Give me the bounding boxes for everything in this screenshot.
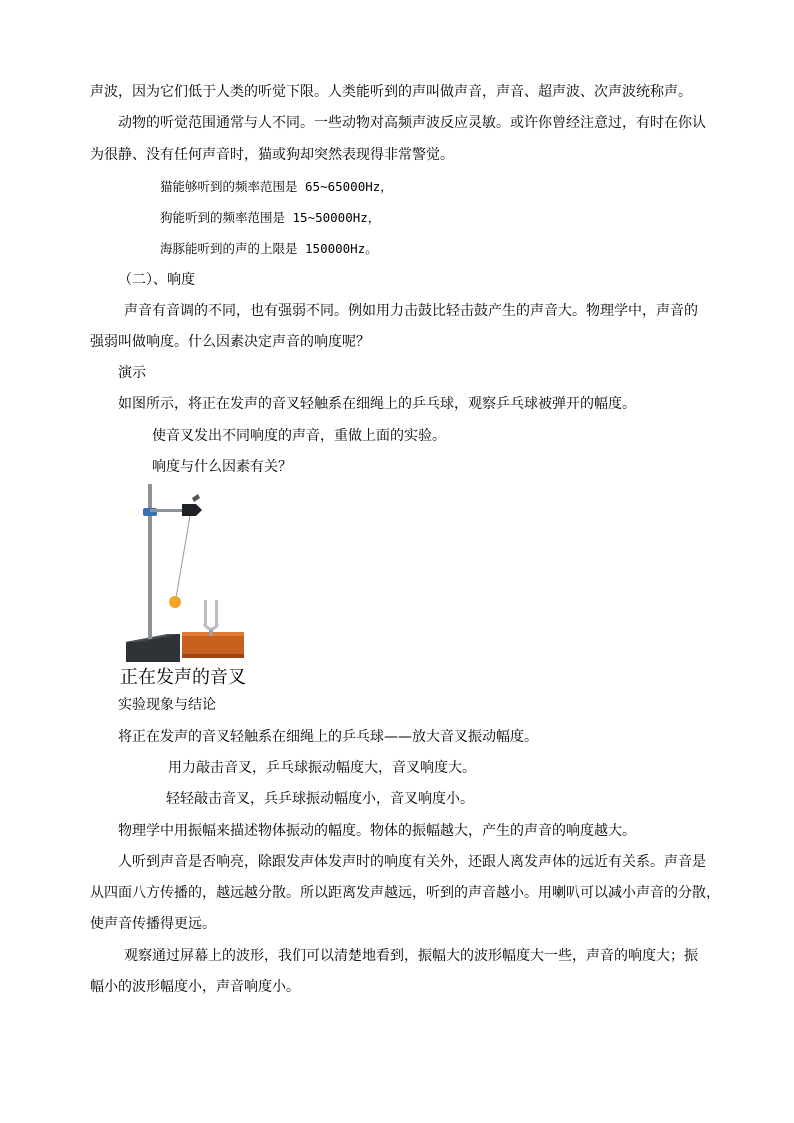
paragraph-line: 动物的听觉范围通常与人不同。一些动物对高频声波反应灵敏。或许你曾经注意过，有时在你认	[118, 115, 706, 131]
paragraph-line: 响度与什么因素有关？	[152, 459, 292, 475]
tuning-fork-prong-left	[204, 600, 207, 626]
tuning-fork-experiment-icon	[120, 482, 270, 662]
stand-rod	[148, 484, 152, 639]
paragraph-line: 使音叉发出不同响度的声音，重做上面的实验。	[152, 428, 446, 444]
paragraph-line: 强弱叫做响度。什么因素决定声音的响度呢？	[90, 334, 370, 350]
tuning-fork-stem	[209, 630, 213, 636]
paragraph-line: 用力敲击音叉，乒乓球振动幅度大，音叉响度大。	[168, 760, 476, 776]
clip-holder	[182, 504, 202, 516]
paragraph-line: 声音有音调的不同，也有强弱不同。例如用力击鼓比轻击鼓产生的声音大。物理学中，声音的	[124, 303, 698, 319]
result-heading: 实验现象与结论	[118, 697, 216, 713]
paragraph-line: 声波，因为它们低于人类的听觉下限。人类能听到的声叫做声音，声音、超声波、次声波统称声。	[90, 84, 692, 100]
tuning-fork-prong-right	[215, 600, 218, 626]
paragraph-line: 从四面八方传播的，越远越分散。所以距离发声越远，听到的声音越小。用喇叭可以减小声音的分散，	[90, 885, 720, 901]
tuning-fork-experiment-figure	[120, 482, 270, 662]
paragraph-line: 轻轻敲击音叉，兵乒球振动幅度小，音叉响度小。	[166, 791, 474, 807]
paragraph-line: 为很静、没有任何声音时，猫或狗却突然表现得非常警觉。	[90, 147, 454, 163]
paragraph-line: 物理学中用振幅来描述物体振动的幅度。物体的振幅越大，产生的声音的响度越大。	[118, 823, 636, 839]
dolphin-hearing-limit: 海豚能听到的声的上限是 150000Hz。	[160, 241, 378, 256]
ping-pong-ball	[169, 596, 181, 608]
string	[176, 516, 190, 598]
dog-hearing-range: 狗能听到的频率范围是 15~50000Hz，	[160, 210, 381, 225]
paragraph-line: 观察通过屏幕上的波形，我们可以清楚地看到，振幅大的波形幅度大一些，声音的响度大；振	[124, 948, 698, 964]
demo-label: 演示	[118, 365, 146, 381]
cat-hearing-range: 猫能够听到的频率范围是 65~65000Hz，	[160, 179, 393, 194]
paragraph-line: 幅小的波形幅度小，声音响度小。	[90, 979, 300, 995]
paragraph-line: 将正在发声的音叉轻触系在细绳上的乒乓球——放大音叉振动幅度。	[118, 729, 538, 745]
section-heading: （二）、响度	[118, 272, 195, 288]
paragraph-line: 使声音传播得更远。	[90, 916, 216, 932]
figure-caption: 正在发声的音叉	[120, 667, 246, 688]
paragraph-line: 如图所示，将正在发声的音叉轻触系在细绳上的乒乓球，观察乒乓球被弹开的幅度。	[118, 396, 636, 412]
paragraph-line: 人听到声音是否响亮，除跟发声体发声时的响度有关外，还跟人离发声体的远近有关系。声音是	[118, 854, 706, 870]
